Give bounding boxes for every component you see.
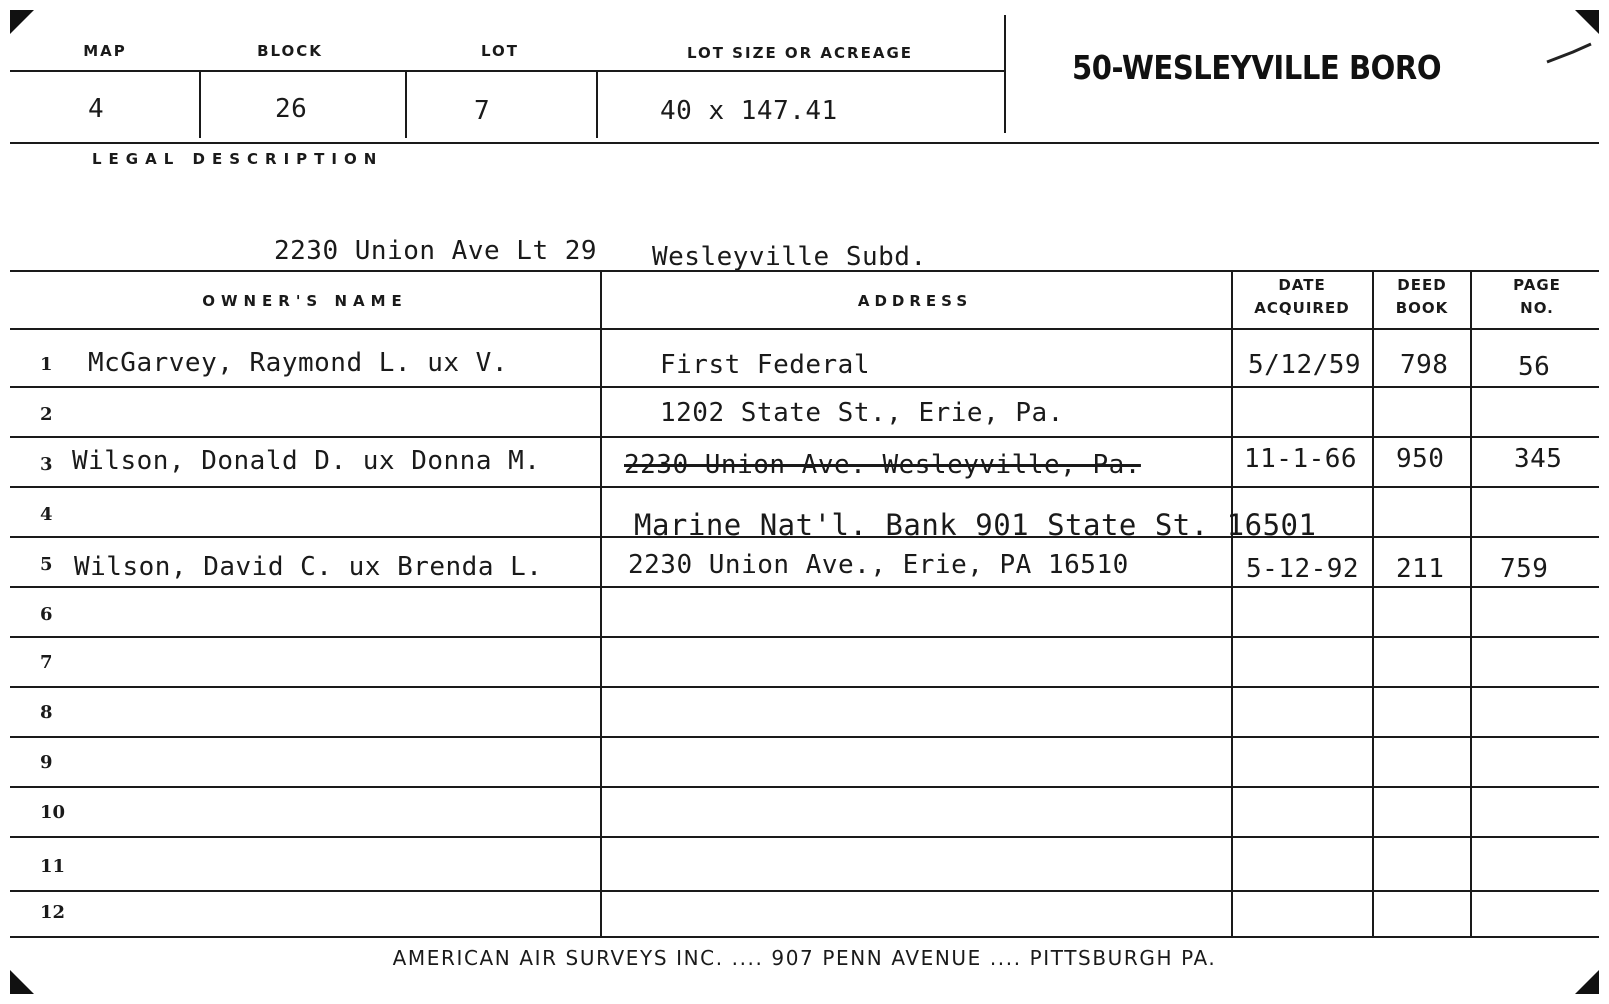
row-rule (10, 686, 1599, 688)
date-acquired-cell: 5-12-92 (1246, 554, 1360, 584)
corner-mark-bottom-left (10, 970, 34, 994)
map-value: 4 (88, 94, 105, 124)
legal-description-label: LEGAL DESCRIPTION (92, 150, 384, 168)
owner-name-header: OWNER'S NAME (202, 292, 408, 310)
table-top-rule (10, 270, 1599, 272)
date-acquired-cell: 5/12/59 (1248, 350, 1362, 380)
legal-subdivision-text: Wesleyville Subd. (652, 242, 927, 272)
page-no-header-line1: PAGE (1513, 276, 1561, 294)
block-label: BLOCK (257, 42, 323, 60)
row-number: 10 (40, 802, 66, 823)
row-rule (10, 890, 1599, 892)
row-rule (10, 636, 1599, 638)
header-divider-3 (596, 70, 598, 138)
owner-name-cell: Wilson, Donald D. ux Donna M. (72, 446, 541, 476)
date-acquired-header-line1: DATE (1278, 276, 1326, 294)
deed-book-cell: 211 (1396, 554, 1445, 584)
row-number: 1 (40, 354, 53, 375)
row-rule (10, 586, 1599, 588)
deed-book-cell: 950 (1396, 444, 1445, 474)
row-number: 9 (40, 752, 53, 773)
page-no-cell: 759 (1500, 554, 1549, 584)
table-bottom-rule (10, 936, 1599, 938)
header-bottom-rule (10, 142, 1599, 144)
row-number: 11 (40, 856, 66, 877)
deed-book-header-line2: BOOK (1395, 299, 1449, 317)
lot-size-value: 40 x 147.41 (660, 96, 838, 126)
row-number: 12 (40, 902, 66, 923)
ownership-table (0, 270, 1609, 940)
publisher-footer: AMERICAN AIR SURVEYS INC. .... 907 PENN AVENUE .... PITTSBURGH PA. (392, 946, 1217, 970)
address-header: ADDRESS (857, 292, 973, 310)
page-no-cell: 345 (1514, 444, 1563, 474)
address-cell: First Federal (660, 350, 870, 380)
address-cell: 2230 Union Ave., Erie, PA 16510 (628, 550, 1129, 580)
row-rule (10, 386, 1599, 388)
row-rule (10, 486, 1599, 488)
header-row-rule (10, 328, 1599, 330)
address-cell: 1202 State St., Erie, Pa. (660, 398, 1064, 428)
deed-book-header-line1: DEED (1397, 276, 1447, 294)
page-no-header-line2: NO. (1520, 299, 1554, 317)
deed-book-cell: 798 (1400, 350, 1449, 380)
header-divider-1 (199, 70, 201, 138)
date-acquired-cell: 11-1-66 (1244, 444, 1358, 474)
row-number: 5 (40, 554, 53, 575)
municipality-title: 50-WESLEYVILLE BORO (1072, 48, 1442, 87)
lot-value: 7 (474, 96, 491, 126)
block-value: 26 (275, 94, 308, 124)
lot-size-label: LOT SIZE OR ACREAGE (686, 44, 914, 62)
row-number: 3 (40, 454, 53, 475)
lot-label: LOT (480, 42, 519, 60)
legal-description-text: 2230 Union Ave Lt 29 (274, 236, 598, 266)
page-no-cell: 56 (1518, 352, 1551, 382)
header-divider-main (1004, 15, 1006, 133)
row-number: 7 (40, 652, 53, 673)
address-cell-struck: 2230 Union Ave. Wesleyville, Pa. (624, 450, 1141, 480)
row-number: 6 (40, 604, 53, 625)
row-number: 4 (40, 504, 53, 525)
corner-mark-bottom-right (1575, 970, 1599, 994)
parcel-header (0, 0, 1609, 150)
row-rule (10, 436, 1599, 438)
row-rule (10, 836, 1599, 838)
owner-name-cell: Wilson, David C. ux Brenda L. (74, 552, 543, 582)
header-rule (10, 70, 1004, 72)
date-acquired-header-line2: ACQUIRED (1254, 299, 1350, 317)
map-label: MAP (83, 42, 127, 60)
header-divider-2 (405, 70, 407, 138)
row-number: 2 (40, 404, 53, 425)
row-rule (10, 786, 1599, 788)
owner-name-cell: McGarvey, Raymond L. ux V. (88, 348, 508, 378)
address-cell: Marine Nat'l. Bank 901 State St. 16501 (634, 508, 1317, 542)
row-number: 8 (40, 702, 53, 723)
row-rule (10, 736, 1599, 738)
